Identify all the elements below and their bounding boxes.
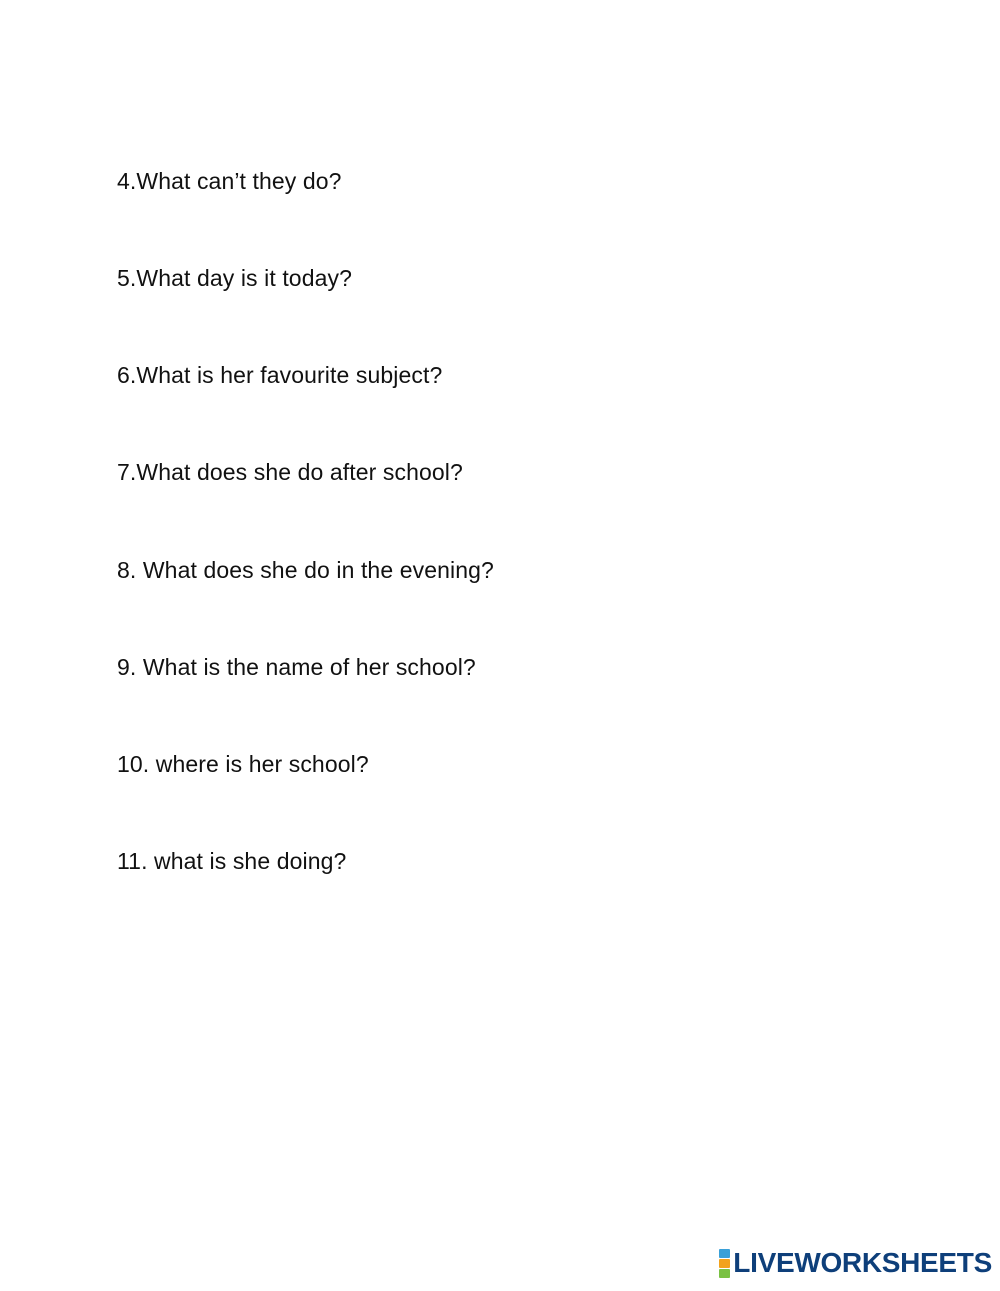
question-5: 5.What day is it today?: [117, 265, 352, 291]
logo-block-blue: [719, 1249, 730, 1258]
liveworksheets-logo-icon: [719, 1249, 730, 1278]
liveworksheets-watermark: [719, 1248, 992, 1278]
question-10: 10. where is her school?: [117, 751, 369, 777]
question-9: 9. What is the name of her school?: [117, 654, 476, 680]
watermark-brand-text: LIVEWORKSHEETS: [733, 1247, 992, 1278]
logo-block-green: [719, 1269, 730, 1278]
question-7: 7.What does she do after school?: [117, 459, 463, 485]
question-11: 11. what is she doing?: [117, 848, 347, 874]
question-8: 8. What does she do in the evening?: [117, 557, 494, 583]
question-6: 6.What is her favourite subject?: [117, 362, 443, 388]
question-4: 4.What can’t they do?: [117, 168, 342, 194]
logo-block-orange: [719, 1259, 730, 1268]
